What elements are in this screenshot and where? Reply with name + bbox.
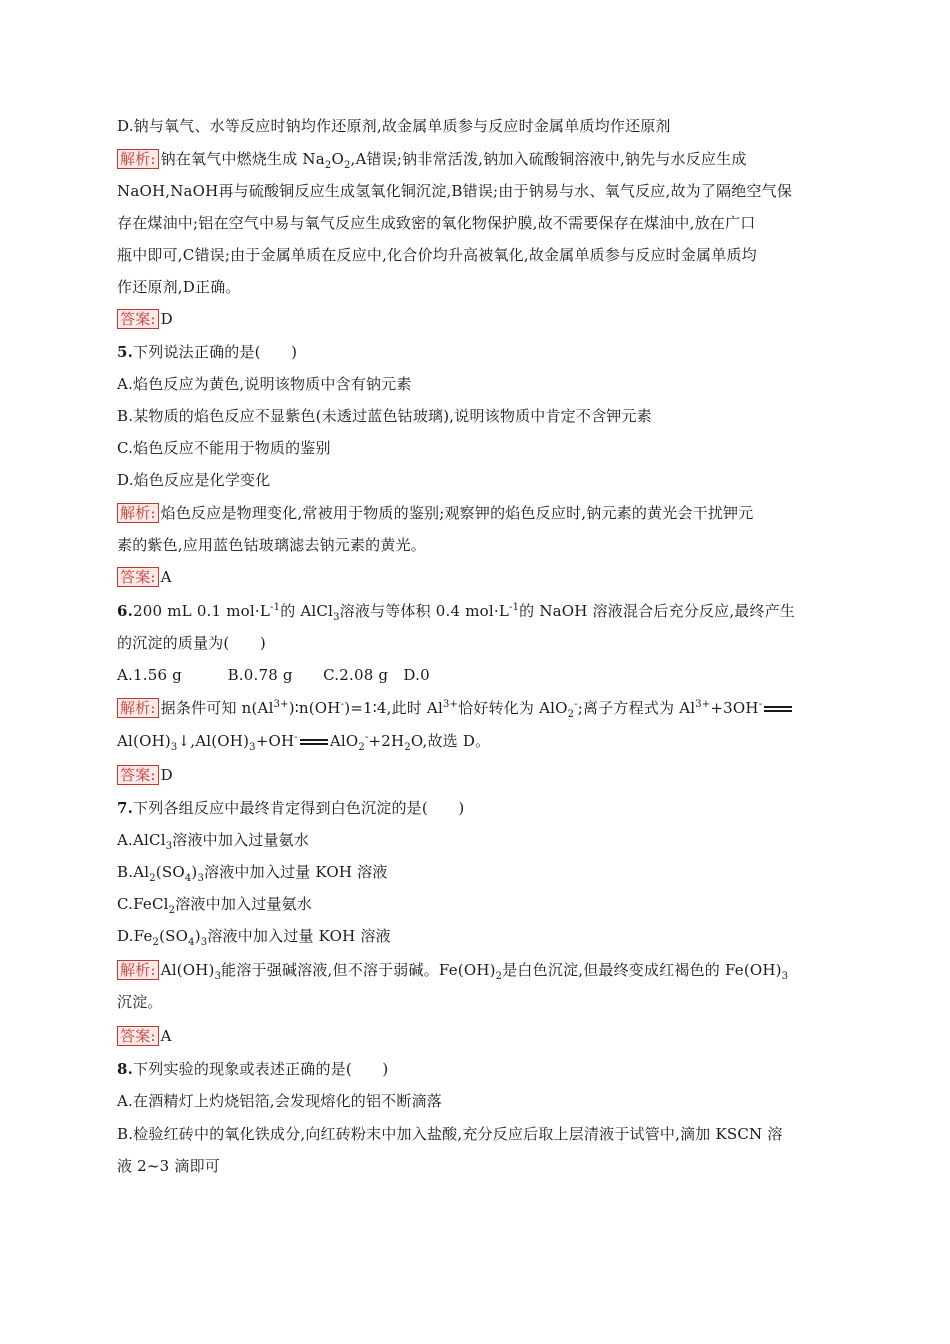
q6-answer [117,764,173,786]
q4-analysis-line-2: NaOH,NaOH再与硫酸铜反应生成氢氧化铜沉淀,B错误;由于钠易与水、氧气反应,故为了隔绝空气保 [117,182,793,200]
analysis-label: 解析: [117,149,159,169]
q5-option-b: B.某物质的焰色反应不显紫色(未透过蓝色钴玻璃),说明该物质中肯定不含钾元素 [117,407,652,425]
q7-option-d: $D.Fe_2(SO_4)_3$溶液中加入过量 KOH 溶液 [117,927,391,948]
q5-option-a: A.焰色反应为黄色,说明该物质中含有钠元素 [117,375,412,393]
q7-answer [117,1025,172,1047]
analysis-label: 解析: [117,960,159,980]
q8-option-b-line-2: 液 2~3 滴即可 [117,1157,220,1175]
q6-options: A.1.56 g B.0.78 g C.2.08 g D.0 [117,666,430,684]
q5-analysis-line-1: 解析: 焰色反应是物理变化,常被用于物质的鉴别;观察钾的焰色反应时,钠元素的黄光会干扰钾元 [117,502,753,524]
q4-analysis-line-3: 存在煤油中;铝在空气中易与氧气反应生成致密的氧化物保护膜,故不需要保存在煤油中,放在广口 [117,214,756,232]
q4-analysis-line-5: 作还原剂,D正确。 [117,278,241,296]
q7-option-a: A.AlCl$_3$溶液中加入过量氨水 [117,831,310,852]
answer-label: 答案: [117,1026,159,1046]
q8-option-a: A.在酒精灯上灼烧铝箔,会发现熔化的铝不断滴落 [117,1092,442,1110]
q5-analysis-line-2: 素的紫色,应用蓝色钴玻璃滤去钠元素的黄光。 [117,536,426,554]
q7-answer-value: A [160,1027,172,1045]
q4-analysis-line-1: 解析: 钠在氧气中燃烧生成 $Na_2O_2,A$错误;钠非常活泼,钠加入硫酸铜溶液中,钠先与水反应生成 [117,148,747,170]
q7-option-c: C.FeCl$_2$溶液中加入过量氨水 [117,895,313,916]
q5-answer-value: A [160,568,172,586]
q7-analysis-line-2: 沉淀。 [117,993,163,1011]
q5-option-d: D.焰色反应是化学变化 [117,471,271,489]
q4-analysis-line-4: 瓶中即可,C错误;由于金属单质在反应中,化合价均升高被氧化,故金属单质参与反应时金属单质均 [117,246,757,264]
q7-option-b: $B.Al_2(SO_4)_3$溶液中加入过量 KOH 溶液 [117,863,388,884]
q5-answer [117,566,172,588]
q5-number: 5. [117,343,134,361]
answer-label: 答案: [117,309,159,329]
q7-stem: 7.下列各组反应中最终肯定得到白色沉淀的是( ) [117,799,465,817]
q6-stem-line-1: 6.200 mL 0.1 $mol\cdot L^{-1}$的 AlCl$_3$溶液与等体积 0.4 $mol\cdot L^{-1}$的 NaOH 溶液混合后充分反应,最终产生 [117,602,796,623]
q4-answer-value: D [160,310,173,328]
q6-answer-value: D [160,766,173,784]
q5-option-c: C.焰色反应不能用于物质的鉴别 [117,439,331,457]
equals-sign-icon [764,706,792,712]
q7-number: 7. [117,799,134,817]
q8-number: 8. [117,1060,134,1078]
q5-stem: 5.下列说法正确的是( ) [117,343,298,361]
answer-label: 答案: [117,567,159,587]
q8-stem: 8.下列实验的现象或表述正确的是( ) [117,1060,389,1078]
equals-sign-icon [300,739,328,745]
q7-analysis-line-1: 解析: $Al(OH)_3$能溶于强碱溶液,但不溶于弱碱。$Fe(OH)_2$是白色沉淀,但最终变成红褐色的 $Fe(OH)_3$ [117,959,788,981]
answer-label: 答案: [117,765,159,785]
analysis-label: 解析: [117,503,159,523]
q6-analysis-line-2: $Al(OH)_3↓,Al(OH)_3+OH^-$ $AlO_2^-+2H_2O$,故选 D。 [117,732,491,753]
q8-option-b-line-1: B.检验红砖中的氧化铁成分,向红砖粉末中加入盐酸,充分反应后取上层清液于试管中,滴加 KSCN 溶 [117,1125,783,1143]
analysis-label: 解析: [117,698,159,718]
q6-stem-line-2: 的沉淀的质量为( ) [117,634,266,652]
q6-number: 6. [117,602,134,620]
q4-option-d: D.钠与氧气、水等反应时钠均作还原剂,故金属单质参与反应时金属单质均作还原剂 [117,117,671,135]
q4-answer [117,308,173,330]
q6-analysis-line-1: 解析: 据条件可知 $n(Al^{3+})∶n(OH^-)=1∶4$,此时 $Al^{3+}$恰好转化为 AlO$_2$-;离子方程式为 $Al^{3+}+3OH^-$ [117,697,794,719]
